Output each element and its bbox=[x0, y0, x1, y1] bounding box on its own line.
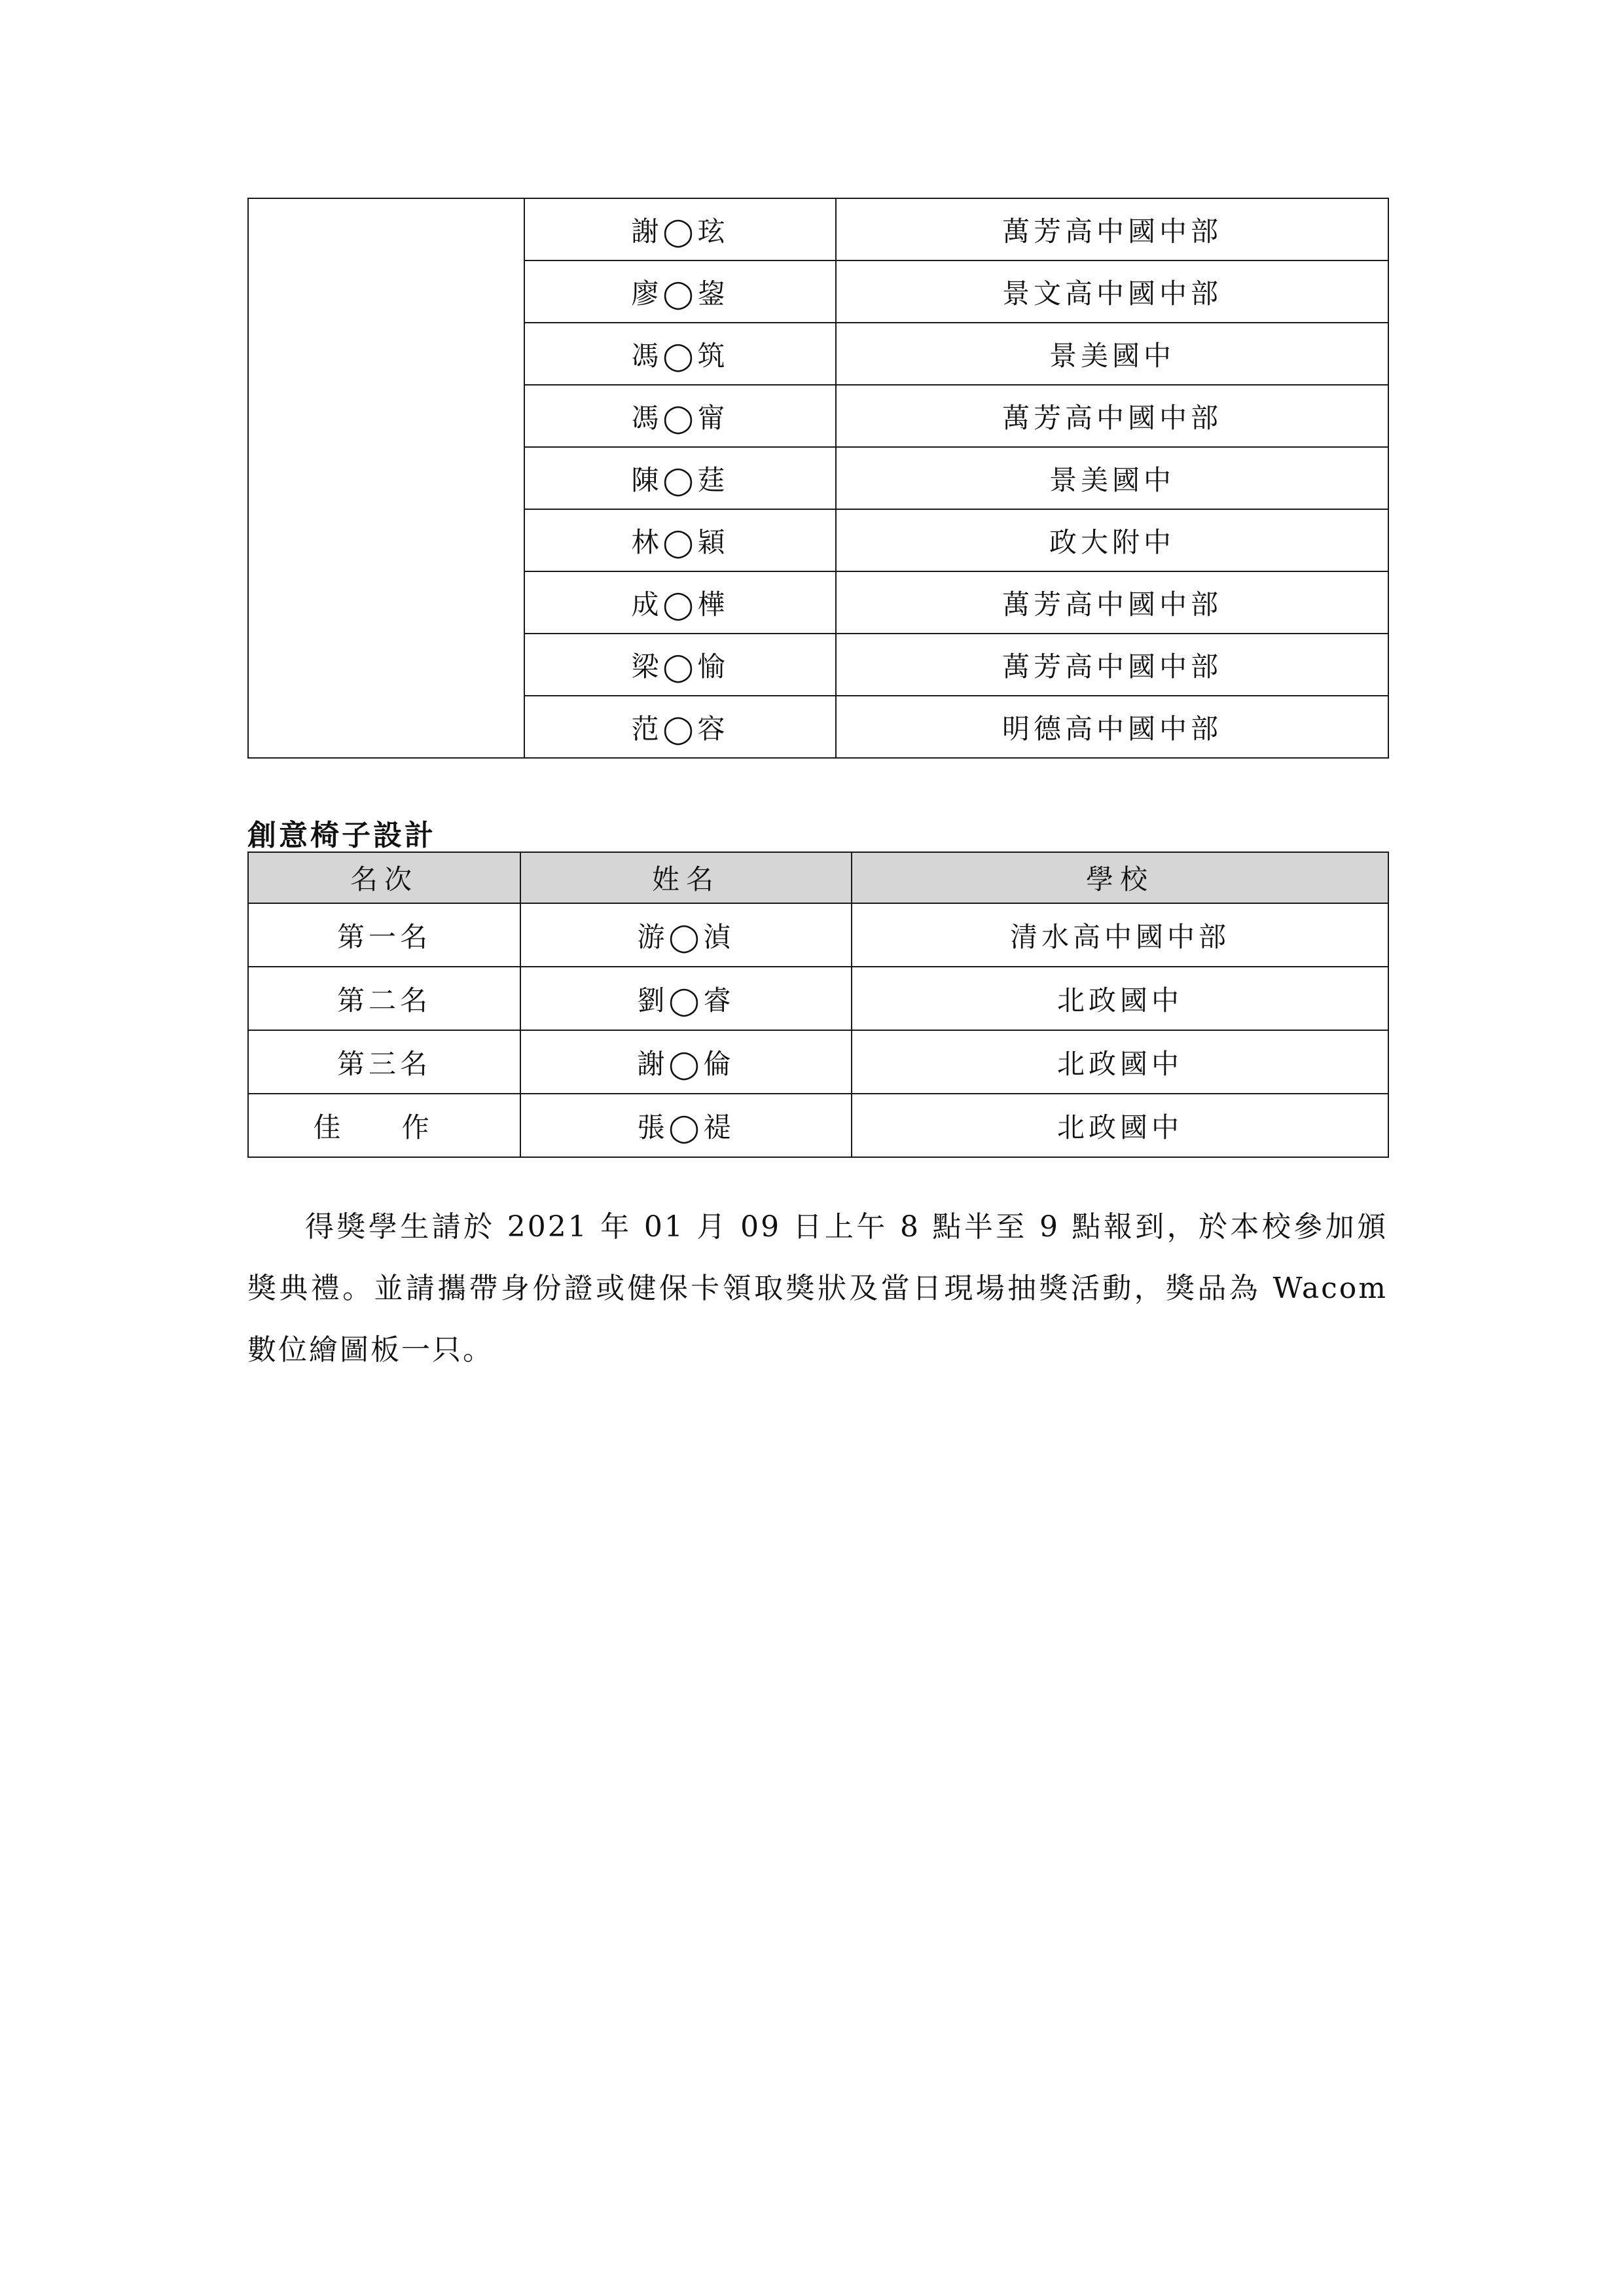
rank: 第二名 bbox=[248, 967, 520, 1030]
table-row bbox=[248, 967, 1388, 1030]
rank: 第三名 bbox=[248, 1030, 520, 1094]
notice-paragraph: 得獎學生請於 2021 年 01 月 09 日上午 8 點半至 9 點報到，於本校參加頒獎典禮。並請攜帶身份證或健保卡領取獎狀及當日現場抽獎活動，獎品為 Wacom 數位繪圖板一只。 bbox=[247, 1210, 1388, 1367]
school-name: 景文高中國中部 bbox=[836, 260, 1388, 323]
student-name: 謝◯玹 bbox=[524, 198, 836, 260]
table-header-row bbox=[248, 852, 1388, 903]
column-header-name: 姓名 bbox=[520, 852, 852, 903]
student-name: 謝◯倫 bbox=[520, 1030, 852, 1094]
rank: 第一名 bbox=[248, 903, 520, 967]
table-row bbox=[248, 1030, 1388, 1094]
student-name: 陳◯莛 bbox=[524, 447, 836, 509]
student-name: 廖◯鋆 bbox=[524, 260, 836, 323]
school-name: 明德高中國中部 bbox=[836, 696, 1388, 758]
school-name: 政大附中 bbox=[836, 509, 1388, 571]
student-name: 馮◯筑 bbox=[524, 323, 836, 385]
school-name: 景美國中 bbox=[836, 447, 1388, 509]
student-name: 梁◯愉 bbox=[524, 634, 836, 696]
column-header-school: 學校 bbox=[852, 852, 1388, 903]
table-row bbox=[248, 1094, 1388, 1157]
student-name: 劉◯睿 bbox=[520, 967, 852, 1030]
school-name: 北政國中 bbox=[852, 1030, 1388, 1094]
student-name: 馮◯甯 bbox=[524, 385, 836, 447]
school-name: 景美國中 bbox=[836, 323, 1388, 385]
school-name: 北政國中 bbox=[852, 967, 1388, 1030]
rank: 佳 作 bbox=[248, 1094, 520, 1157]
school-name: 萬芳高中國中部 bbox=[836, 571, 1388, 634]
winners-table-continued bbox=[247, 198, 1389, 759]
column-header-rank: 名次 bbox=[248, 852, 520, 903]
student-name: 范◯容 bbox=[524, 696, 836, 758]
school-name: 清水高中國中部 bbox=[852, 903, 1388, 967]
school-name: 北政國中 bbox=[852, 1094, 1388, 1157]
student-name: 張◯禔 bbox=[520, 1094, 852, 1157]
student-name: 成◯樺 bbox=[524, 571, 836, 634]
student-name: 游◯湞 bbox=[520, 903, 852, 967]
award-notice bbox=[247, 1196, 1388, 1381]
school-name: 萬芳高中國中部 bbox=[836, 198, 1388, 260]
table-row bbox=[248, 198, 1388, 260]
table-row bbox=[248, 903, 1388, 967]
school-name: 萬芳高中國中部 bbox=[836, 634, 1388, 696]
section-title: 創意椅子設計 bbox=[247, 819, 436, 852]
student-name: 林◯穎 bbox=[524, 509, 836, 571]
school-name: 萬芳高中國中部 bbox=[836, 385, 1388, 447]
rank-cell-empty bbox=[248, 198, 524, 758]
chair-design-winners-table bbox=[247, 852, 1389, 1158]
